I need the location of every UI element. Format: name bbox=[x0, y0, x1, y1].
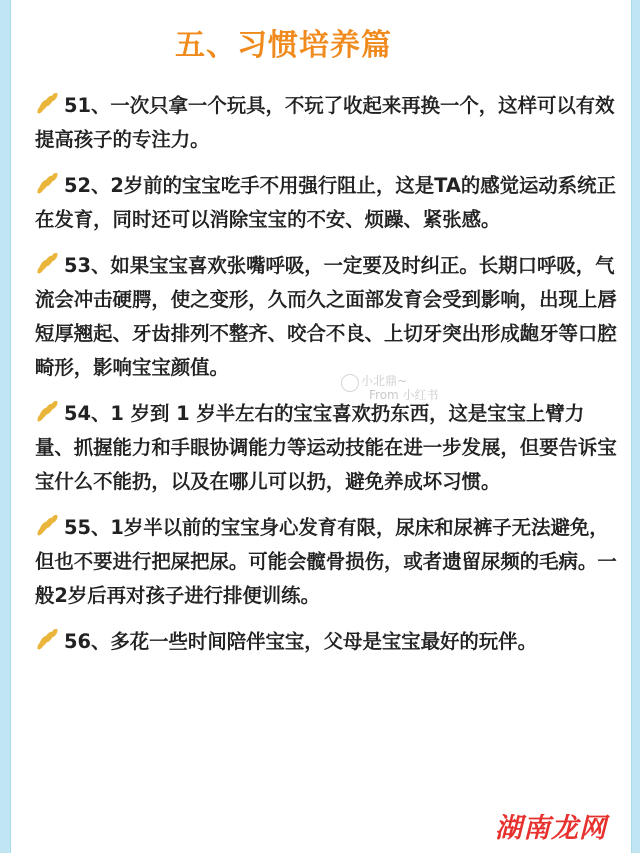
wheat-leaf-icon bbox=[35, 401, 61, 423]
site-logo: 湖南龙网 bbox=[495, 813, 607, 844]
tips-list bbox=[35, 89, 620, 671]
item-text: 56、多花一些时间陪伴宝宝，父母是宝宝最好的玩伴。 bbox=[64, 630, 537, 653]
wheat-leaf-icon bbox=[35, 515, 61, 537]
item-text: 54、1 岁到 1 岁半左右的宝宝喜欢扔东西，这是宝宝上臂力量、抓握能力和手眼协调能力等运动技能在进一步发展，但要告诉宝宝什么不能扔，以及在哪儿可以扔，避免养成坏习惯。 bbox=[35, 402, 617, 493]
watermark-source: From 小红书 bbox=[369, 388, 439, 402]
wheat-leaf-icon bbox=[35, 173, 61, 195]
list-item bbox=[35, 625, 620, 659]
list-item bbox=[35, 511, 620, 613]
section-title: 五、习惯培养篇 bbox=[175, 28, 392, 63]
watermark bbox=[341, 374, 471, 402]
item-text: 53、如果宝宝喜欢张嘴呼吸，一定要及时纠正。长期口呼吸，气流会冲击硬腭，使之变形，久而久之面部发育会受到影响，出现上唇短厚翘起、牙齿排列不整齐、咬合不良、上切牙突出形成龅牙等口腔畸形，影响宝宝颜值。 bbox=[35, 254, 617, 379]
list-item bbox=[35, 249, 620, 385]
list-item bbox=[35, 89, 620, 157]
watermark-logo-icon bbox=[341, 374, 359, 392]
list-item bbox=[35, 397, 620, 499]
wheat-leaf-icon bbox=[35, 629, 61, 651]
item-text: 51、一次只拿一个玩具，不玩了收起来再换一个，这样可以有效提高孩子的专注力。 bbox=[35, 94, 615, 151]
item-text: 55、1岁半以前的宝宝身心发育有限，尿床和尿裤子无法避免，但也不要进行把屎把尿。可能会髋骨损伤，或者遗留尿频的毛病。一般2岁后再对孩子进行排便训练。 bbox=[35, 516, 617, 607]
list-item bbox=[35, 169, 620, 237]
watermark-author: 小北鼎~ bbox=[361, 374, 408, 388]
wheat-leaf-icon bbox=[35, 253, 61, 275]
item-text: 52、2岁前的宝宝吃手不用强行阻止，这是TA的感觉运动系统正在发育，同时还可以消除宝宝的不安、烦躁、紧张感。 bbox=[35, 174, 616, 231]
wheat-leaf-icon bbox=[35, 93, 61, 115]
article-card bbox=[11, 0, 631, 853]
